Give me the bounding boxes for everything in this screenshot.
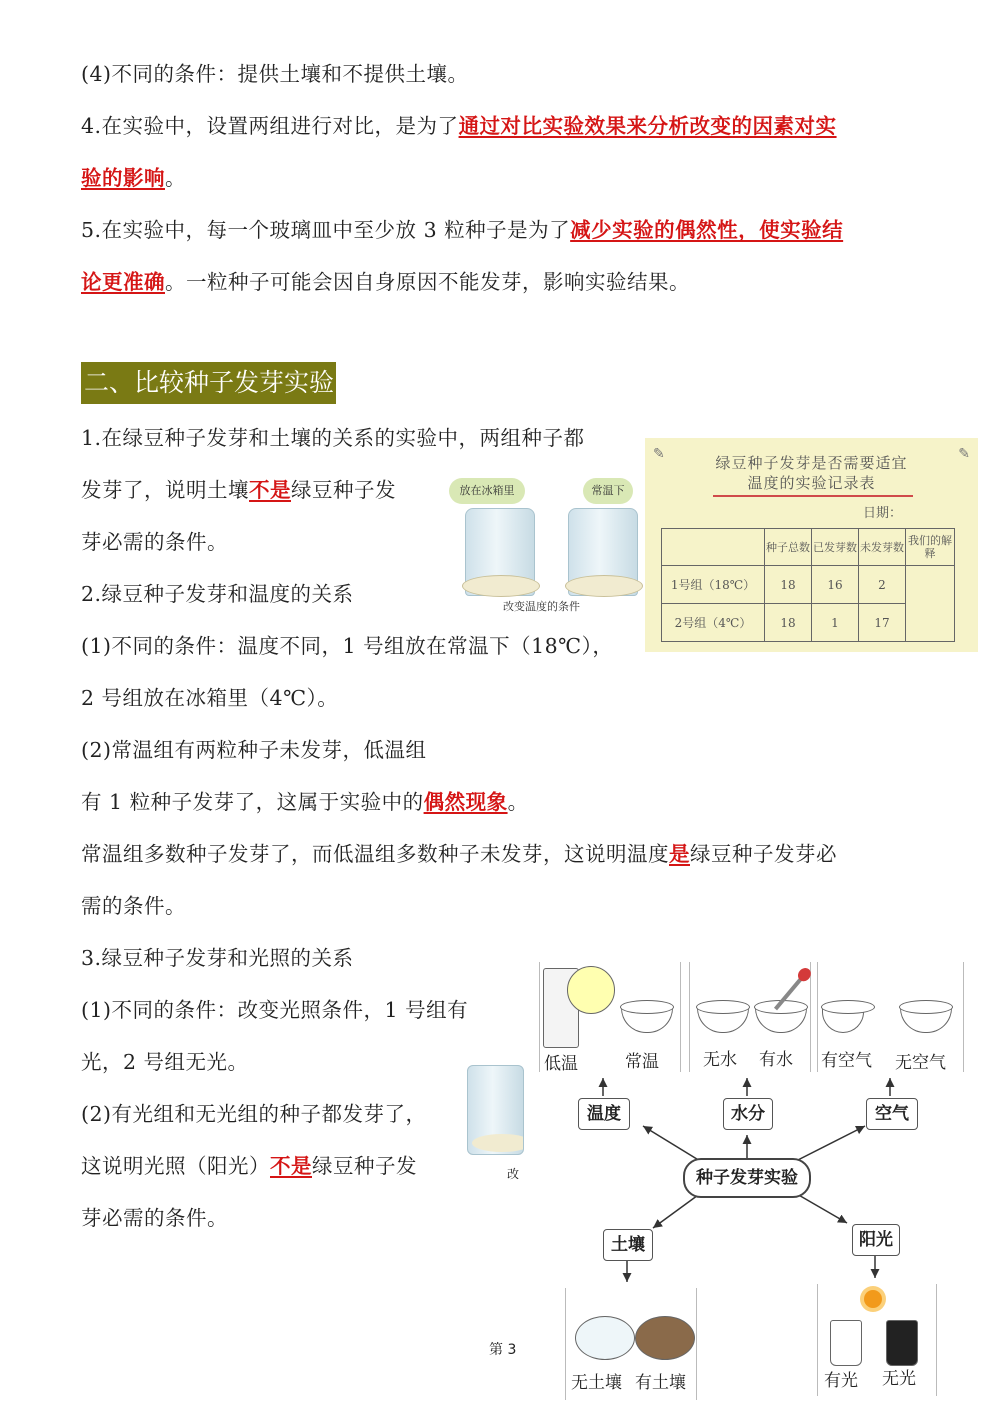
pin-icon: ✎ (958, 446, 970, 462)
text-line: (1)不同的条件：温度不同，1 号组放在常温下（18℃）， (81, 634, 614, 658)
node-sunlight: 阳光 (852, 1224, 900, 1256)
center-node: 种子发芽实验 (683, 1158, 811, 1198)
highlight-text: 是 (669, 842, 690, 866)
jar-icon (465, 508, 535, 596)
text-line: 论更准确。一粒种子可能会因自身原因不能发芽，影响实验结果。 (81, 270, 690, 294)
normal-temp-label: 常温 (625, 1052, 659, 1072)
node-soil: 土壤 (603, 1229, 653, 1261)
text-line: 有 1 粒种子发芽了，这属于实验中的偶然现象。 (81, 790, 529, 814)
text-line: 验的影响。 (81, 166, 186, 190)
no-light-label: 无光 (882, 1369, 916, 1389)
text-line: 4.在实验中，设置两组进行对比，是为了通过对比实验效果来分析改变的因素对实 (81, 114, 837, 138)
highlight-text: 不是 (270, 1154, 312, 1178)
date-label: 日期： (863, 506, 903, 521)
temperature-jar-figure (443, 470, 635, 618)
dark-cup-icon (886, 1320, 918, 1366)
node-air: 空气 (866, 1098, 918, 1130)
with-soil-label: 有土壤 (635, 1373, 686, 1393)
text-line: (2)常温组有两粒种子未发芽，低温组 (81, 738, 427, 762)
text-line: 发芽了，说明土壤不是绿豆种子发 (81, 478, 396, 502)
table-row: 2号组（4℃） 18 1 17 (662, 604, 955, 642)
record-table (661, 528, 955, 642)
figure-caption: 改 (507, 1167, 520, 1181)
record-table-card (645, 438, 978, 652)
low-temp-label: 低温 (544, 1054, 578, 1074)
text-line: 2 号组放在冰箱里（4℃）。 (81, 686, 339, 710)
jar-icon (568, 508, 638, 596)
germination-mind-map (525, 958, 992, 1403)
text-line: 2.绿豆种子发芽和温度的关系 (81, 582, 354, 606)
dish-with-soil-icon (635, 1316, 695, 1360)
highlight-text: 不是 (249, 478, 291, 502)
text-line: 这说明光照（阳光）不是绿豆种子发 (81, 1154, 417, 1178)
magnify-bubble-icon (567, 966, 615, 1014)
with-light-label: 有光 (824, 1371, 858, 1391)
dish-no-soil-icon (575, 1316, 635, 1360)
node-water: 水分 (723, 1098, 773, 1130)
clear-cup-icon (830, 1320, 862, 1366)
text-line: 5.在实验中，每一个玻璃皿中至少放 3 粒种子是为了减少实验的偶然性，使实验结 (81, 218, 844, 242)
page-number: 第 3 (489, 1342, 517, 1358)
text-line: (4)不同的条件：提供土壤和不提供土壤。 (81, 62, 469, 86)
highlight-text: 通过对比实验效果来分析改变的因素对实 (458, 114, 837, 138)
highlight-text: 验的影响 (81, 166, 165, 190)
highlight-text: 偶然现象 (423, 790, 508, 814)
highlight-text: 减少实验的偶然性，使实验结 (570, 218, 844, 242)
table-header-row: 种子总数 已发芽数 未发芽数 我们的解释 (662, 529, 955, 566)
text-line: 芽必需的条件。 (81, 530, 228, 554)
with-air-label: 有空气 (821, 1051, 872, 1071)
text-line: (1)不同的条件：改变光照条件，1 号组有 (81, 998, 469, 1022)
table-row: 1号组（18℃） 18 16 2 (662, 566, 955, 604)
fridge-tag: 放在冰箱里 (449, 478, 525, 504)
text-line: (2)有光组和无光组的种子都发芽了， (81, 1102, 427, 1126)
jar-icon (467, 1065, 524, 1155)
table-title: 绿豆种子发芽是否需要适宜 (715, 454, 908, 472)
text-line: 芽必需的条件。 (81, 1206, 228, 1230)
no-water-label: 无水 (703, 1050, 737, 1070)
no-soil-label: 无土壤 (571, 1373, 622, 1393)
text-line: 光，2 号组无光。 (81, 1050, 249, 1074)
node-temperature: 温度 (578, 1098, 630, 1130)
no-air-label: 无空气 (895, 1053, 946, 1073)
figure-caption: 改变温度的条件 (503, 600, 580, 613)
pin-icon: ✎ (653, 446, 665, 462)
text-line: 1.在绿豆种子发芽和土壤的关系的实验中，两组种子都 (81, 426, 585, 450)
sun-icon (864, 1290, 882, 1308)
text-line: 3.绿豆种子发芽和光照的关系 (81, 946, 354, 970)
text-line: 常温组多数种子发芽了，而低温组多数种子未发芽，这说明温度是绿豆种子发芽必 (81, 842, 837, 866)
room-temp-tag: 常温下 (583, 478, 633, 504)
text-line: 需的条件。 (81, 894, 186, 918)
with-water-label: 有水 (759, 1050, 793, 1070)
table-subtitle: 温度的实验记录表 (747, 474, 876, 492)
section-heading: 二、比较种子发芽实验 (81, 362, 336, 404)
highlight-text: 论更准确 (81, 270, 165, 294)
